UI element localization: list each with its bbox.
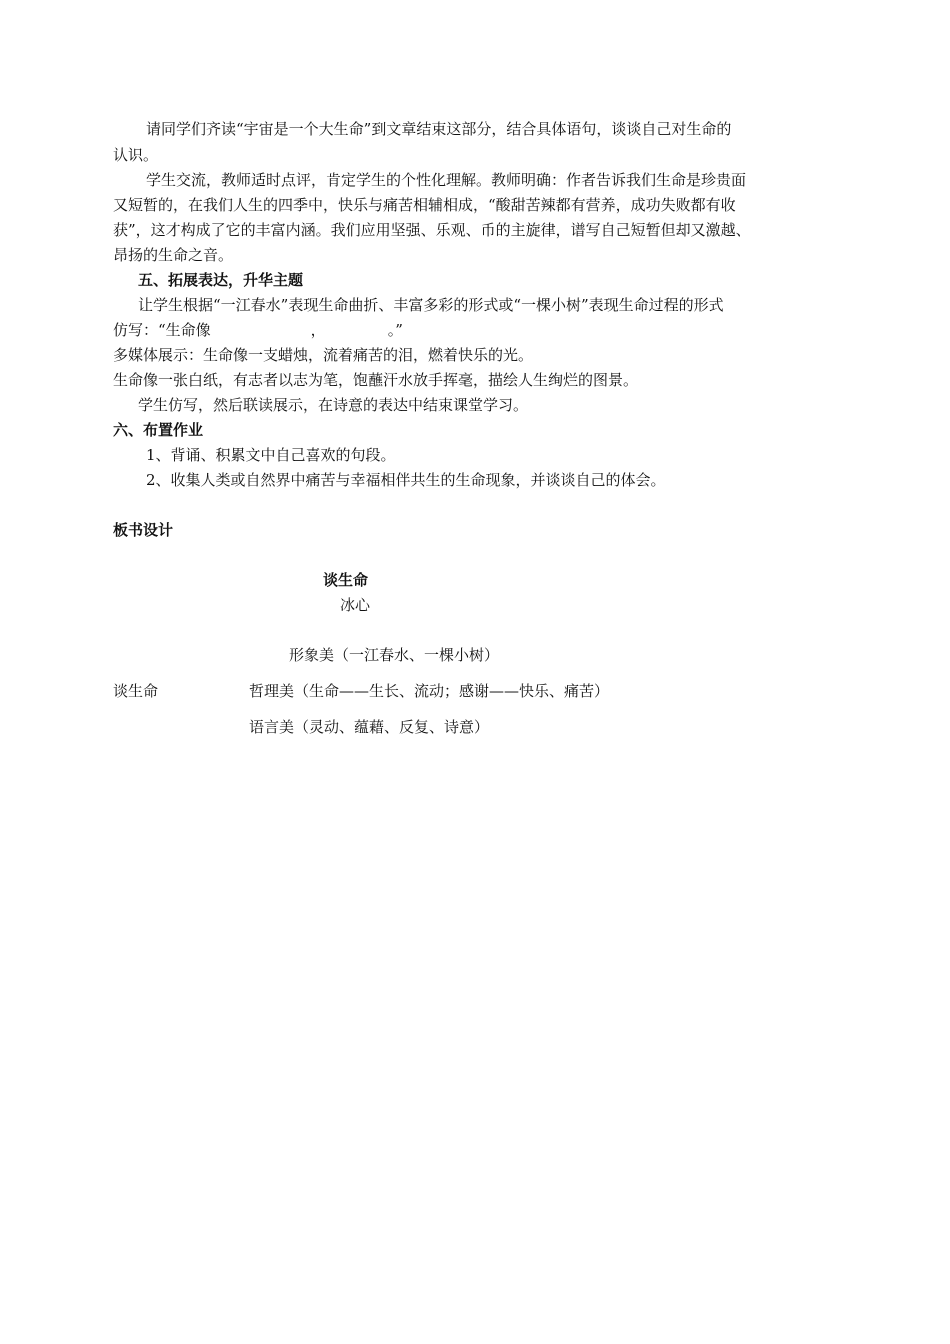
paragraph-line: 认识。: [113, 146, 159, 164]
board-item: 哲理美（生命——生长、流动；感谢——快乐、痛苦）: [249, 682, 610, 700]
comma: ，: [310, 321, 326, 339]
board-author: 冰心: [340, 596, 371, 614]
board-item: 语言美（灵动、蕴藉、反复、诗意）: [249, 718, 490, 736]
homework-item: 1、背诵、积累文中自己喜欢的句段。: [146, 446, 396, 464]
paragraph-line: 多媒体展示：生命像一支蜡烛，流着痛苦的泪，燃着快乐的光。: [113, 346, 534, 364]
paragraph-line: 生命像一张白纸，有志者以志为笔，饱蘸汗水放手挥毫，描绘人生绚烂的图景。: [113, 371, 639, 389]
paragraph-line: 让学生根据“一江春水”表现生命曲折、丰富多彩的形式或“一棵小树”表现生命过程的形式: [138, 296, 724, 314]
paragraph-line: [113, 320, 403, 340]
board-left-label: 谈生命: [113, 682, 159, 700]
homework-item: 2、收集人类或自然界中痛苦与幸福相伴共生的生命现象，并谈谈自己的体会。: [146, 471, 666, 489]
paragraph-line: 昂扬的生命之音。: [113, 246, 234, 264]
paragraph-line: 学生仿写，然后联读展示，在诗意的表达中结束课堂学习。: [138, 396, 529, 414]
board-item: 形象美（一江春水、一棵小树）: [289, 646, 500, 664]
board-title: 谈生命: [323, 571, 369, 589]
imitation-prompt: 仿写：“生命像: [113, 321, 211, 339]
paragraph-line: 请同学们齐读“宇宙是一个大生命”到文章结束这部分，结合具体语句，谈谈自己对生命的: [146, 120, 732, 138]
paragraph-line: 获”，这才构成了它的丰富内涵。我们应用坚强、乐观、币的主旋律，谱写自己短暂但却又激越、: [113, 221, 751, 239]
paragraph-line: 又短暂的，在我们人生的四季中，快乐与痛苦相辅相成，“酸甜苦辣都有营养，成功失败都有收: [113, 196, 736, 214]
section-heading: 五、拓展表达，升华主题: [138, 271, 304, 289]
closing-mark: 。”: [387, 321, 403, 339]
board-heading: 板书设计: [113, 521, 174, 539]
section-heading: 六、布置作业: [113, 421, 204, 439]
paragraph-line: 学生交流，教师适时点评，肯定学生的个性化理解。教师明确：作者告诉我们生命是珍贵面: [146, 171, 747, 189]
